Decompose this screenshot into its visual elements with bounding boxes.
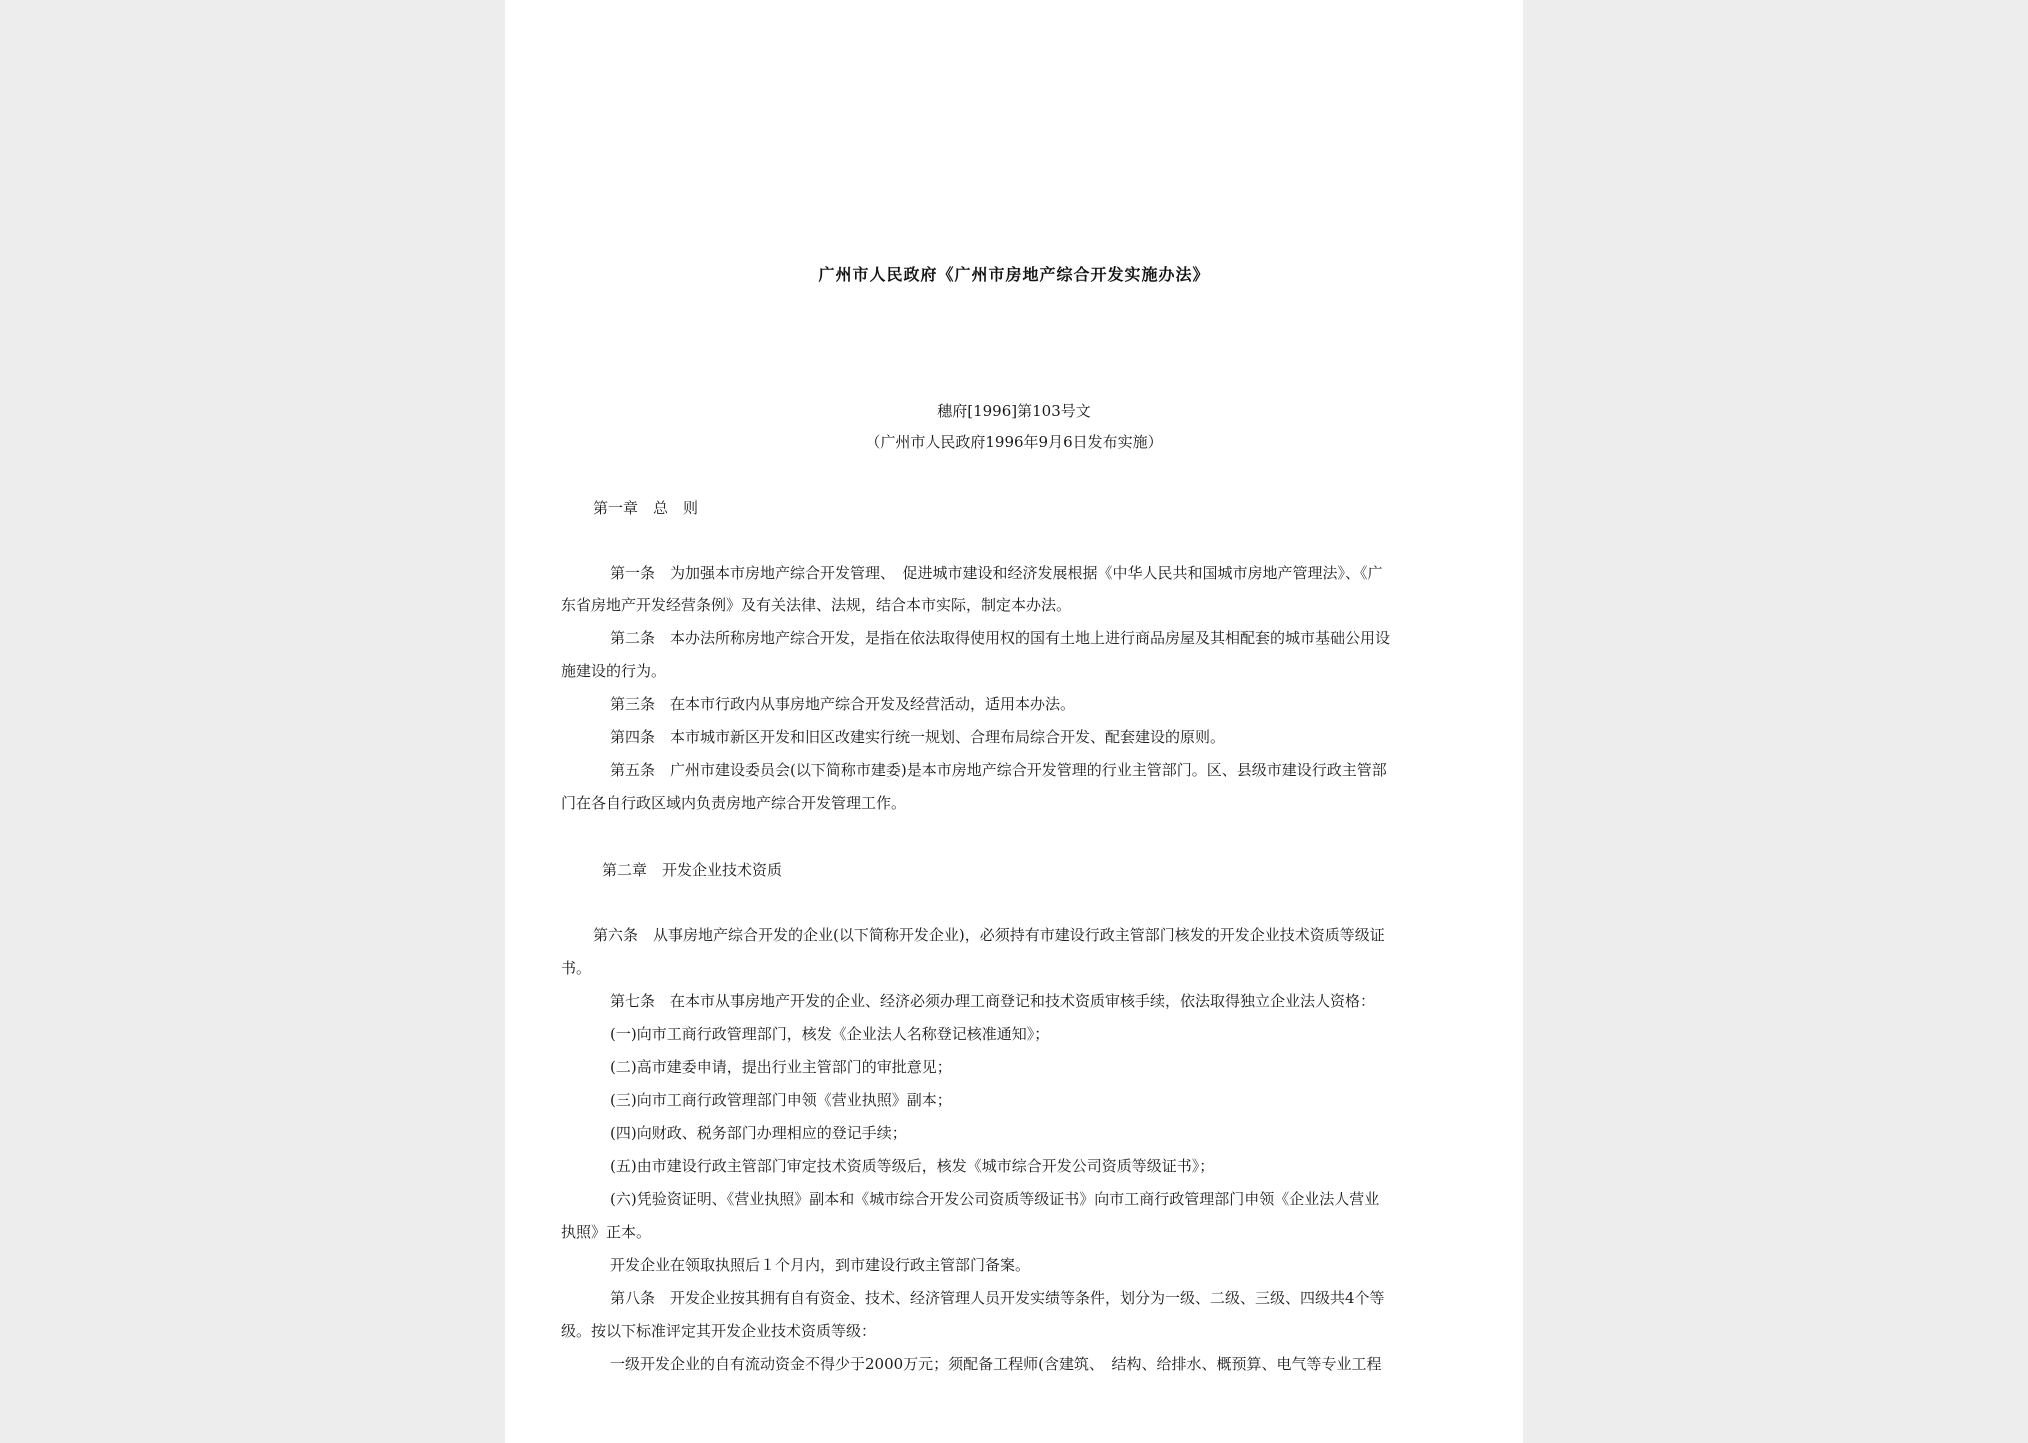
body-line: 第七条 在本市从事房地产开发的企业、经济必须办理工商登记和技术资质审核手续，依法取得独立企业法人资格： (610, 992, 1376, 1010)
body-line: 第四条 本市城市新区开发和旧区改建实行统一规划、合理布局综合开发、配套建设的原则。 (610, 728, 1226, 746)
body-line: 执照》正本。 (561, 1223, 652, 1241)
body-line: 一级开发企业的自有流动资金不得少于2000万元；须配备工程师(含建筑、 结构、给排水、概预算、电气等专业工程 (610, 1355, 1382, 1373)
document-number: 穗府[1996]第103号文 (937, 402, 1091, 420)
body-line: (二)高市建委申请，提出行业主管部门的审批意见； (610, 1058, 952, 1076)
chapter-heading: 第一章 总 则 (593, 499, 699, 517)
body-line: (三)向市工商行政管理部门申领《营业执照》副本； (610, 1091, 952, 1109)
body-line: 第五条 广州市建设委员会(以下简称市建委)是本市房地产综合开发管理的行业主管部门。区、县级市建设行政主管部 (610, 761, 1387, 779)
body-line: (六)凭验资证明、《营业执照》副本和《城市综合开发公司资质等级证书》向市工商行政管理部门申领《企业法人营业 (610, 1190, 1380, 1208)
body-line: 书。 (561, 959, 592, 977)
body-line: 第六条 从事房地产综合开发的企业(以下简称开发企业)，必须持有市建设行政主管部门核发的开发企业技术资质等级证 (593, 926, 1385, 944)
document-title: 广州市人民政府《广州市房地产综合开发实施办法》 (818, 265, 1210, 284)
body-line: (一)向市工商行政管理部门，核发《企业法人名称登记核准通知》； (610, 1025, 1050, 1043)
document-page (505, 0, 1523, 1443)
body-line: 东省房地产开发经营条例》及有关法律、法规，结合本市实际，制定本办法。 (561, 596, 1072, 614)
body-line: 第三条 在本市行政内从事房地产综合开发及经营活动，适用本办法。 (610, 695, 1076, 713)
chapter-heading: 第二章 开发企业技术资质 (602, 861, 783, 879)
body-line: 开发企业在领取执照后１个月内，到市建设行政主管部门备案。 (610, 1256, 1031, 1274)
body-line: 施建设的行为。 (561, 662, 667, 680)
body-line: 门在各自行政区域内负责房地产综合开发管理工作。 (561, 794, 907, 812)
body-line: 第八条 开发企业按其拥有自有资金、技术、经济管理人员开发实绩等条件，划分为一级、二级、三级、四级共4个等 (610, 1289, 1385, 1307)
body-line: (四)向财政、税务部门办理相应的登记手续； (610, 1124, 907, 1142)
issue-note: （广州市人民政府1996年9月6日发布实施） (865, 433, 1163, 451)
body-line: (五)由市建设行政主管部门审定技术资质等级后，核发《城市综合开发公司资质等级证书》； (610, 1157, 1215, 1175)
body-line: 第二条 本办法所称房地产综合开发，是指在依法取得使用权的国有土地上进行商品房屋及其相配套的城市基础公用设 (610, 629, 1391, 647)
body-line: 第一条 为加强本市房地产综合开发管理、 促进城市建设和经济发展根据《中华人民共和国城市房地产管理法》、《广 (610, 564, 1383, 582)
body-line: 级。按以下标准评定其开发企业技术资质等级： (561, 1322, 877, 1340)
